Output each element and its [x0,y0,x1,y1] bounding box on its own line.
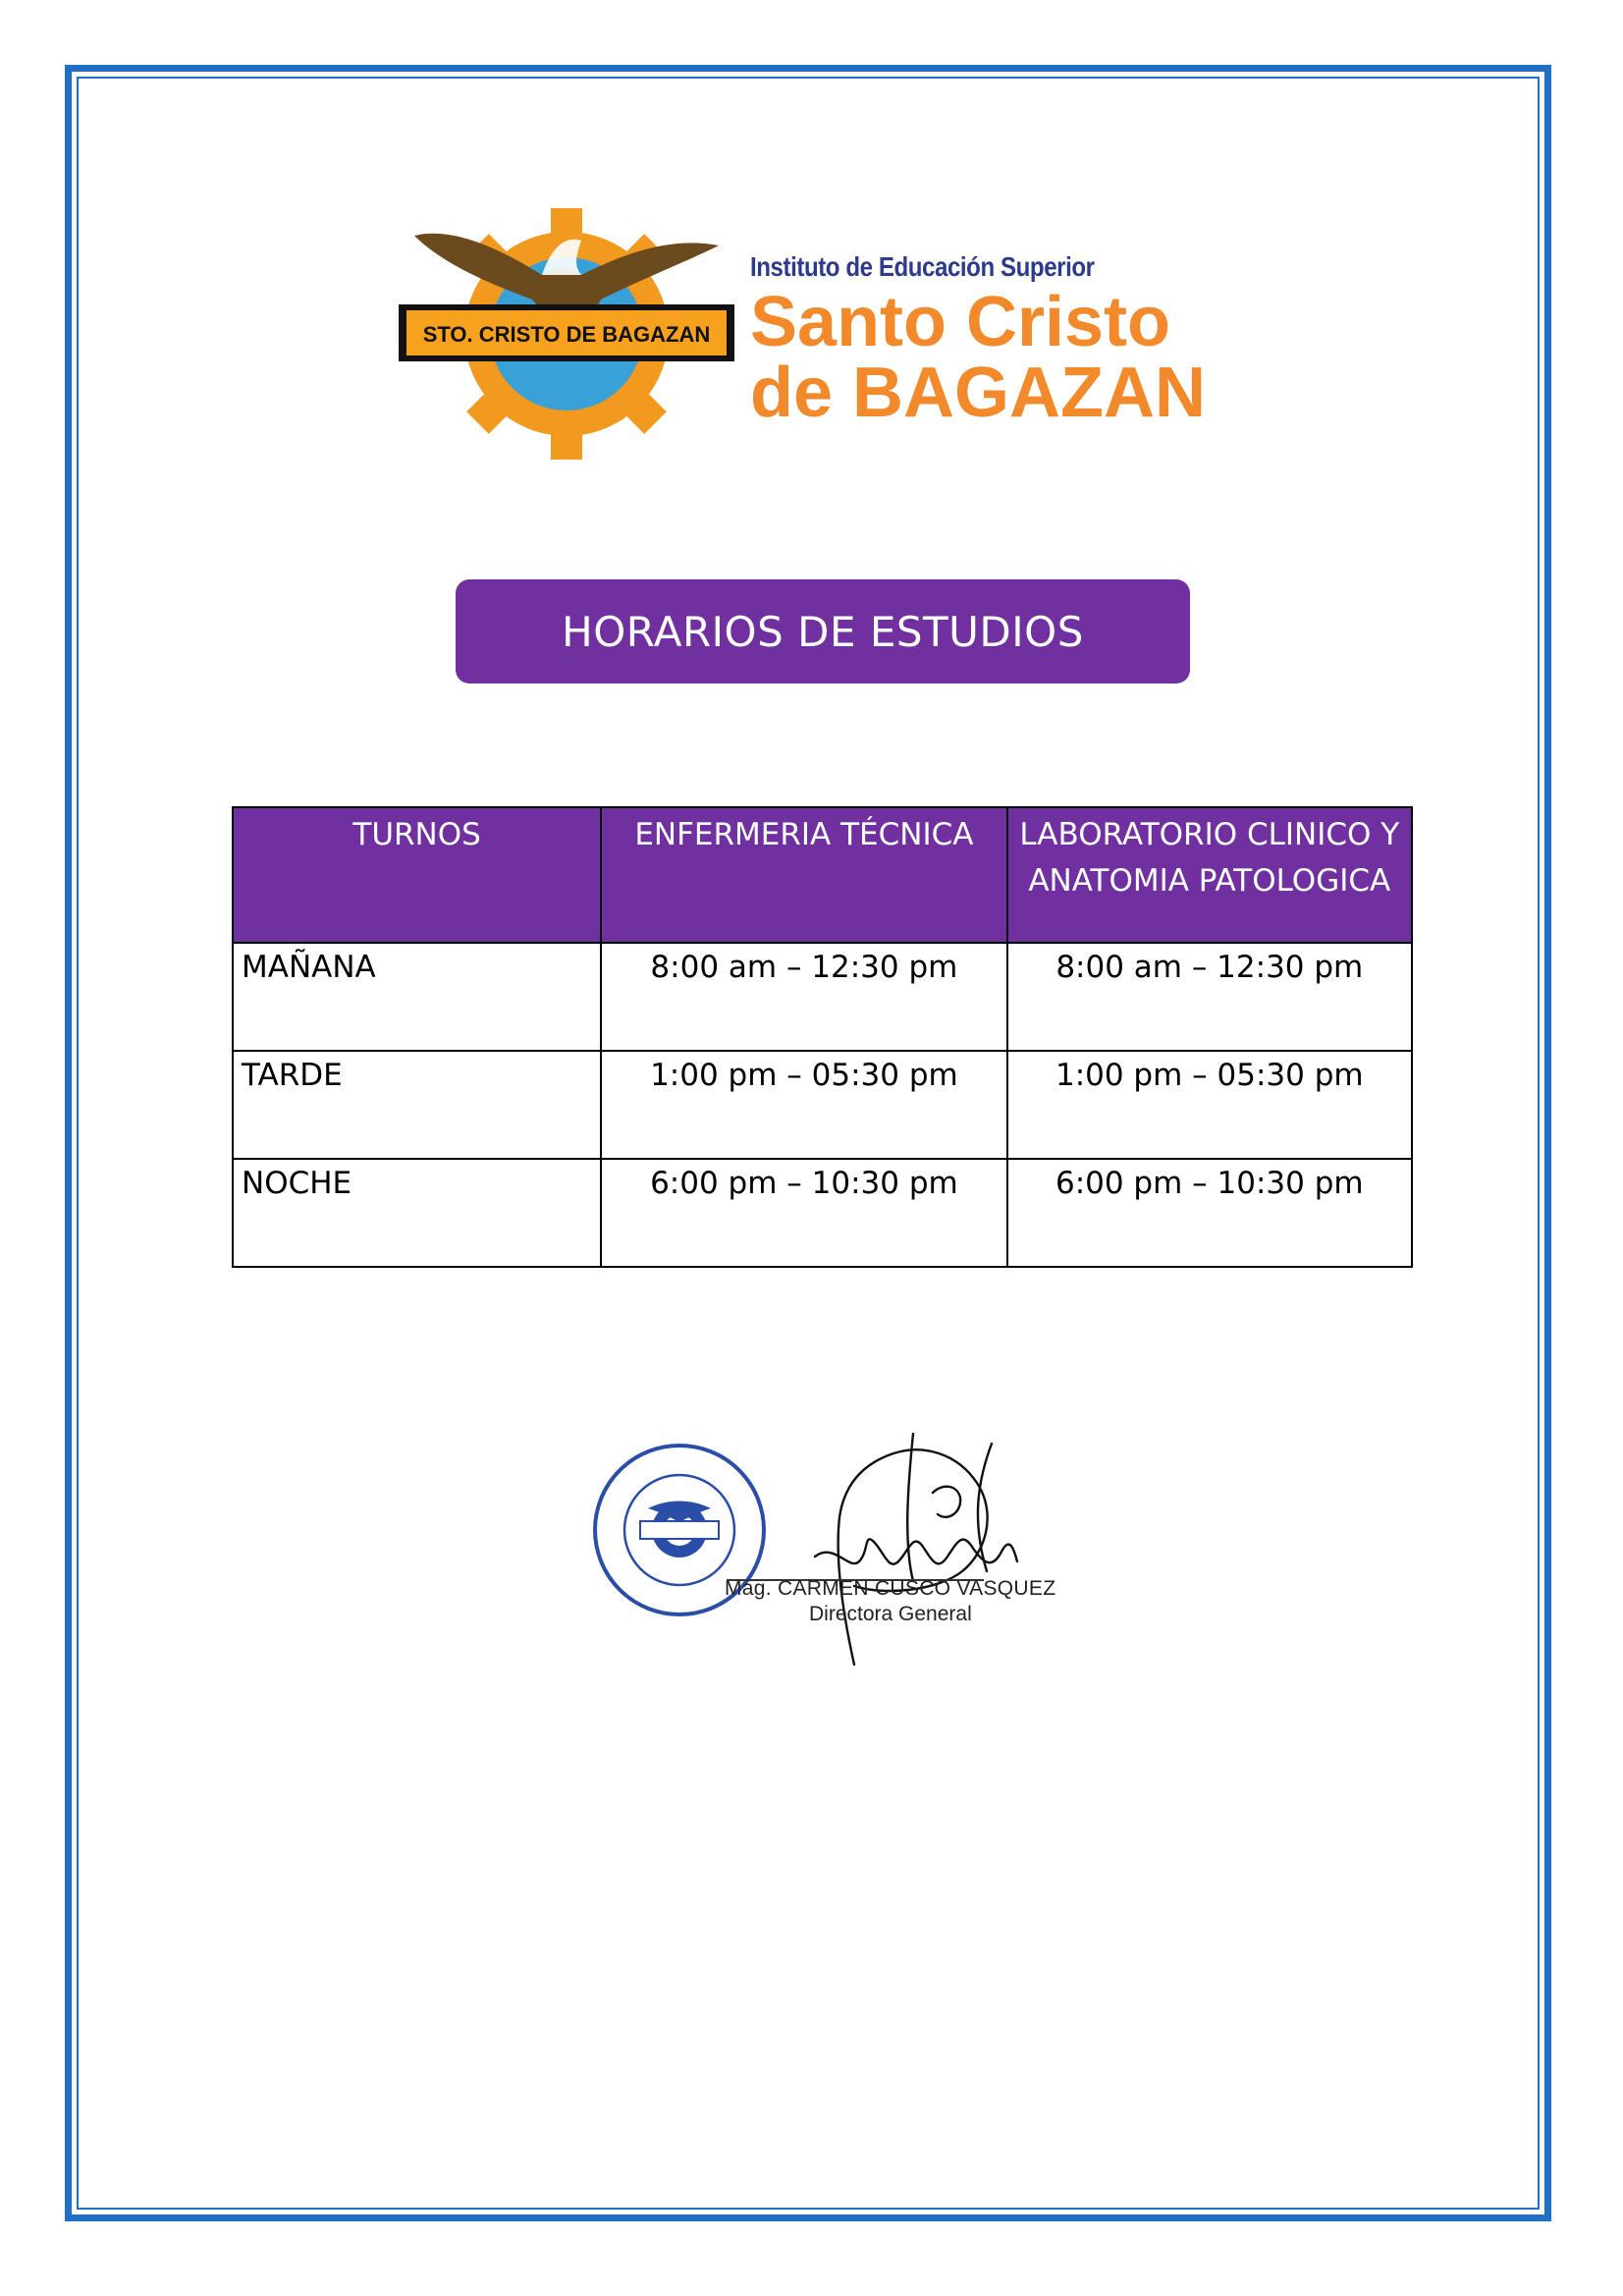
logo-subtitle: Instituto de Educación Superior [750,251,1095,282]
signatory-name: Mag. CARMEN CUSCO VASQUEZ [725,1577,1056,1600]
table-header-row [233,807,1412,943]
institution-logo [395,192,1239,467]
signature-block [579,1424,1129,1669]
header-enfermeria: ENFERMERIA TÉCNICA [601,807,1006,943]
turno-cell: MAÑANA [233,943,601,1051]
header-turnos: TURNOS [233,807,601,943]
laboratorio-time-cell: 1:00 pm – 05:30 pm [1007,1051,1412,1159]
enfermeria-time-cell: 1:00 pm – 05:30 pm [601,1051,1006,1159]
logo-name-line2: de BAGAZAN [750,354,1206,432]
handwritten-signature-icon [766,1424,1060,1669]
table-row [233,1051,1412,1159]
laboratorio-time-cell: 8:00 am – 12:30 pm [1007,943,1412,1051]
enfermeria-time-cell: 6:00 pm – 10:30 pm [601,1159,1006,1267]
gear-eagle-emblem-icon [395,206,738,462]
enfermeria-time-cell: 8:00 am – 12:30 pm [601,943,1006,1051]
header-laboratorio: LABORATORIO CLINICO Y ANATOMIA PATOLOGICA [1007,807,1412,943]
table-row [233,1159,1412,1267]
schedule-table [232,806,1413,1268]
signatory-role: Directora General [809,1603,972,1625]
turno-cell: TARDE [233,1051,601,1159]
page-title: HORARIOS DE ESTUDIOS [562,607,1084,656]
page-title-banner [456,579,1190,683]
laboratorio-time-cell: 6:00 pm – 10:30 pm [1007,1159,1412,1267]
logo-name-line1: Santo Cristo [750,283,1171,361]
emblem-text: STO. CRISTO DE BAGAZAN [422,322,711,347]
logo-wordmark [750,251,1241,432]
table-row [233,943,1412,1051]
turno-cell: NOCHE [233,1159,601,1267]
